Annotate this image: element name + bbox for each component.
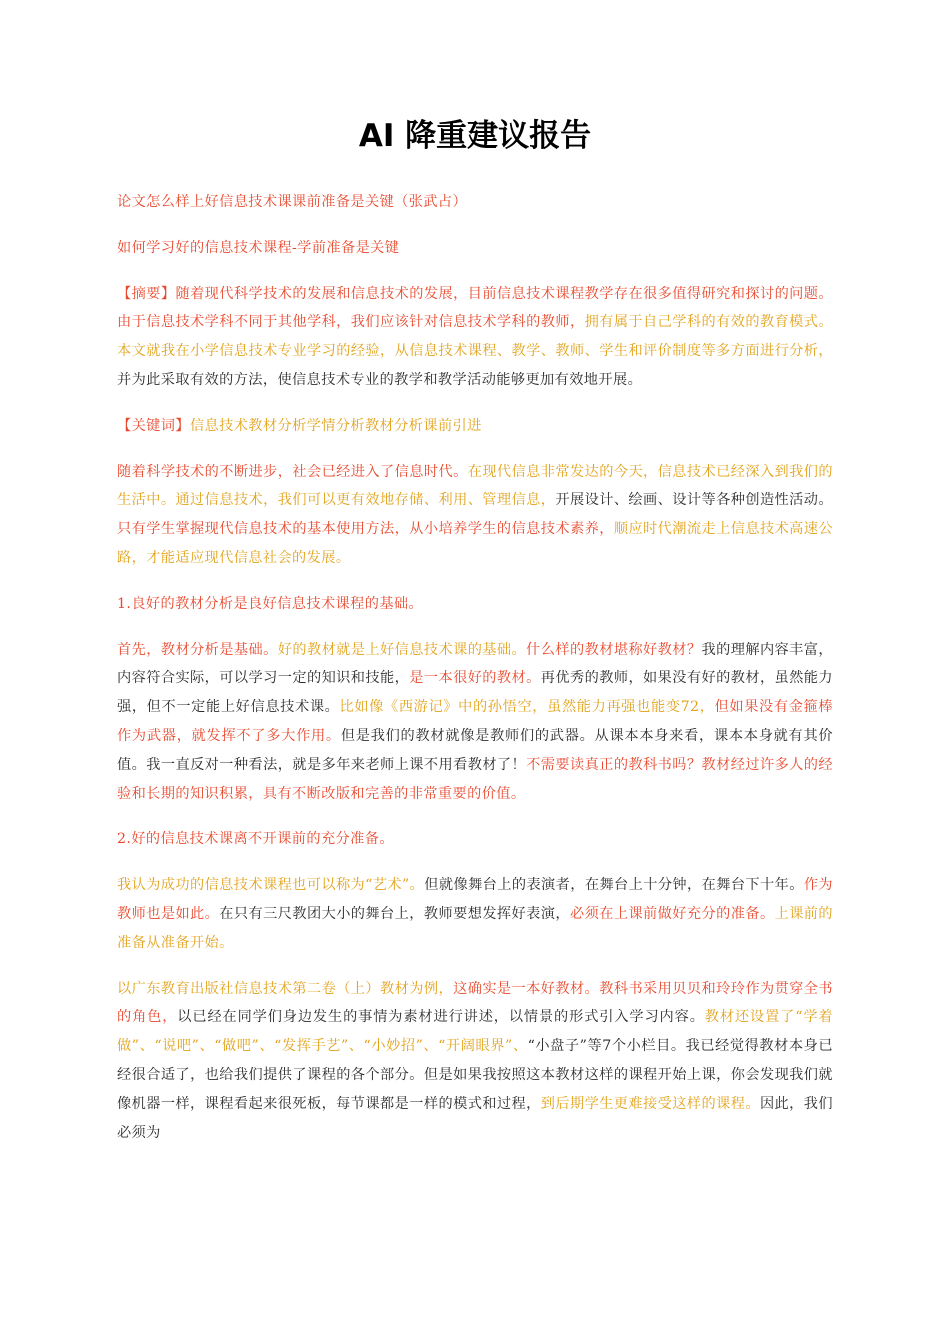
text-segment: 教材还设置了“学着做”、“说吧”、“做吧”、“发挥手艺”、“小妙招”、“开阔眼界”、 [117,1009,833,1055]
paragraph-section-2-body [117,871,833,957]
text-segment: 信息技术教材分析学情分析教材分析课前引进 [189,417,482,434]
text-segment: 1.良好的教材分析是良好信息技术课程的基础。 [117,595,424,612]
text-segment: 【摘要】随着现代科学技术的发展和信息技术的发展，目前信息技术课程教学存在很多值得研究和探讨的问题。由于信息技术学科不同于其他学科，我们应该针对信息技术学科的教师， [117,285,833,331]
paragraph-abstract [117,280,833,395]
document-body [117,188,833,1164]
text-segment: 我的理解内容丰富，内容符合实际，可以学习一定的知识和技能， [117,641,833,687]
paragraph-section-1-heading [117,590,833,619]
text-segment: 什么样的教材堪称好教材？ [526,641,702,658]
text-segment: 首先，教材分析是基础。 [117,641,278,658]
text-segment: 好的教材就是上好信息技术课的基础。 [277,641,527,658]
text-segment: 但是我们的教材就像是教师们的武器。从课本本身来看，课本本身就有其价值。我一直反对一种看法，就是多年来老师上课不用看教材了！ [117,727,833,773]
text-segment: 作为教师也是如此。 [117,877,833,922]
paragraph-intro [117,458,833,573]
text-segment: 这确实是一本好教材。教科书采用贝贝和玲玲作为贯穿全书的角色， [117,980,833,1026]
text-segment: 如何学习好的信息技术课程-学前准备是关键 [117,239,400,256]
text-segment: 顺应时代潮流走上信息技术高速公路，才能适应现代信息社会的发展。 [117,521,833,566]
paragraph-section-1-body [117,636,833,809]
text-segment: 我认为成功的信息技术课程也可以称为“艺术”。 [117,877,425,894]
text-segment: 但如果没有金箍棒作为武器，就发挥不了多大作用。 [117,699,833,744]
paragraph-heading-1 [117,188,833,217]
text-segment: 不需要读真正的教科书吗？教材经过许多人的经验和长期的知识积累，具有不断改版和完善的非常重要的价值。 [117,756,833,802]
text-segment: 比如像《西游记》中的孙悟空，虽然能力再强也能变72， [339,699,715,716]
text-segment: 【关键词】 [117,417,190,434]
text-segment: 以已经在同学们身边发生的事情为素材进行讲述，以情景的形式引入学习内容。 [177,1009,705,1026]
text-segment: 只有学生掌握现代信息技术的基本使用方法，从小培养学生的信息技术素养， [117,521,614,538]
text-segment: “小盘子”等7个小栏目。我已经觉得教材本身已经很合适了，也给我们提供了课程的各个部分。但是如果我按照这本教材这样的课程开始上课，你会发现我们就像机器一样，课程看起来很死板，每节课都是一样的模式和过程， [117,1038,833,1112]
text-segment: 开展设计、绘画、设计等各种创造性活动。 [555,492,833,509]
text-segment: 在只有三尺教团大小的舞台上，教师要想发挥好表演， [219,905,570,922]
paragraph-section-2-example [117,975,833,1148]
paragraph-section-2-heading [117,825,833,854]
text-segment: 拥有属于自己学科的有效的教育模式。本文就我在小学信息技术专业学习的经验，从信息技术课程、教学、教师、学生和评价制度等多方面进行分析， [117,314,833,360]
paragraph-heading-2 [117,234,833,263]
text-segment: 并为此采取有效的方法，使信息技术专业的教学和教学活动能够更加有效地开展。 [117,371,643,388]
text-segment: 是一本很好的教材。 [409,670,541,687]
text-segment: 随着科学技术的不断进步，社会已经进入了信息时代。 [117,463,468,480]
text-segment: 因此，我们必须为 [117,1095,833,1141]
text-segment: 再优秀的教师，如果没有好的教材，虽然能力强，但不一定能上好信息技术课。 [117,670,833,716]
text-segment: 到后期学生更难接受这样的课程。 [540,1095,760,1112]
text-segment: 2.好的信息技术课离不开课前的充分准备。 [117,831,394,848]
text-segment: 上课前的准备从准备开始。 [117,905,834,951]
text-segment: 论文怎么样上好信息技术课课前准备是关键（张武占） [117,194,468,210]
text-segment: 以广东教育出版社信息技术第二卷（上）教材为例， [117,980,454,997]
text-segment: 必须在上课前做好充分的准备。 [570,905,775,922]
page-title: AI 降重建议报告 [358,118,592,154]
text-segment: 但就像舞台上的表演者，在舞台上十分钟，在舞台下十年。 [424,877,804,894]
paragraph-keywords [117,412,833,441]
text-segment: 在现代信息非常发达的今天，信息技术已经深入到我们的生活中。通过信息技术，我们可以更有效地存储、利用、管理信息， [117,463,833,509]
